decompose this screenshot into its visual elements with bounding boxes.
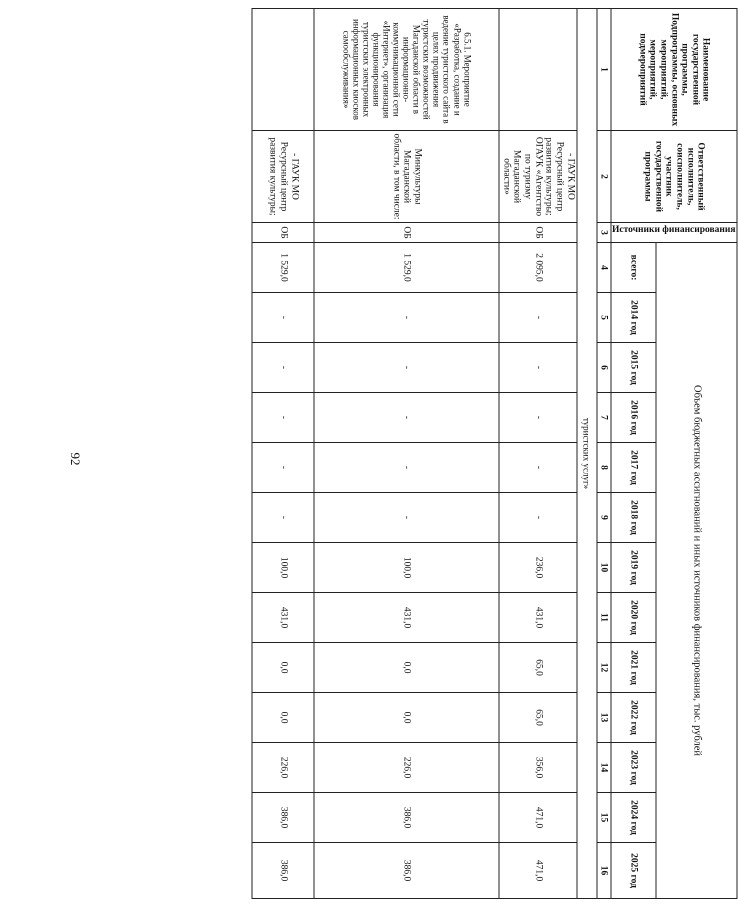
column-number: 3 xyxy=(597,223,611,243)
cell-executor: - ГАУК МО Ресурсный центр развития культуры; ОГАУК «Агентство по туризму Магаданской области» xyxy=(499,131,576,223)
cell-2022: 0,0 xyxy=(252,693,314,743)
header-year: 2016 год xyxy=(611,393,656,443)
column-number: 4 xyxy=(597,243,611,293)
cell-2017: - xyxy=(252,443,314,493)
header-funding-source-text: Источники финансирования xyxy=(612,225,736,235)
header-year: 2024 год xyxy=(611,793,656,843)
page-number: 92 xyxy=(68,452,83,466)
cell-2024: 386,0 xyxy=(252,793,314,843)
cell-2023: 356,0 xyxy=(499,743,576,793)
header-year: 2025 год xyxy=(611,843,656,899)
cell-2022: 65,0 xyxy=(499,693,576,743)
cell-2025: 386,0 xyxy=(252,843,314,899)
cell-2014: - xyxy=(314,293,499,343)
cell-2020: 431,0 xyxy=(314,593,499,643)
cell-total: 1 529,0 xyxy=(314,243,499,293)
cell-2025: 386,0 xyxy=(314,843,499,899)
table-row xyxy=(314,9,499,899)
column-number: 14 xyxy=(597,743,611,793)
column-number: 11 xyxy=(597,593,611,643)
cell-2017: - xyxy=(499,443,576,493)
cell-2014: - xyxy=(252,293,314,343)
cell-source: ОБ xyxy=(314,223,499,243)
cell-2021: 0,0 xyxy=(252,643,314,693)
cell-total: 1 529,0 xyxy=(252,243,314,293)
row-label-tourist-services: туристских услуг» xyxy=(577,9,597,899)
column-number: 9 xyxy=(597,493,611,543)
cell-2016: - xyxy=(499,393,576,443)
header-year: 2015 год xyxy=(611,343,656,393)
cell-program: 6.5.1. Мероприятие «Разработка, создание и ведение туристского сайта в целях продвижения туристских возможностей Магаданской области в информационно-коммуникационной сети «Интернет», организация функционирования туристских электронных информационных киосков самообслуживания» xyxy=(314,9,499,131)
column-number: 5 xyxy=(597,293,611,343)
header-executor: Ответственный исполнитель, соисполнитель, участник государственной программы xyxy=(611,131,737,223)
cell-2021: 65,0 xyxy=(499,643,576,693)
cell-2019: 100,0 xyxy=(314,543,499,593)
cell-2025: 471,0 xyxy=(499,843,576,899)
column-number: 13 xyxy=(597,693,611,743)
cell-2021: 0,0 xyxy=(314,643,499,693)
column-number-row xyxy=(597,9,611,899)
header-funding-volume: Объем бюджетных ассигнований и иных источников финансирования, тыс. рублей xyxy=(656,243,737,899)
cell-2018: - xyxy=(252,493,314,543)
cell-2015: - xyxy=(499,343,576,393)
cell-2014: - xyxy=(499,293,576,343)
cell-2018: - xyxy=(314,493,499,543)
column-number: 2 xyxy=(597,131,611,223)
cell-program xyxy=(252,9,314,131)
cell-2024: 471,0 xyxy=(499,793,576,843)
table-row xyxy=(577,9,597,899)
cell-2017: - xyxy=(314,443,499,493)
cell-2016: - xyxy=(314,393,499,443)
cell-2024: 386,0 xyxy=(314,793,499,843)
column-number: 8 xyxy=(597,443,611,493)
header-year: 2014 год xyxy=(611,293,656,343)
header-funding-source xyxy=(611,223,737,243)
column-number: 12 xyxy=(597,643,611,693)
header-year: 2017 год xyxy=(611,443,656,493)
budget-table-page xyxy=(267,8,738,898)
header-year: 2019 год xyxy=(611,543,656,593)
column-number: 10 xyxy=(597,543,611,593)
cell-2018: - xyxy=(499,493,576,543)
cell-2019: 100,0 xyxy=(252,543,314,593)
cell-2015: - xyxy=(314,343,499,393)
cell-source: ОБ xyxy=(499,223,576,243)
cell-2023: 226,0 xyxy=(314,743,499,793)
header-year: 2018 год xyxy=(611,493,656,543)
column-number: 6 xyxy=(597,343,611,393)
cell-2015: - xyxy=(252,343,314,393)
header-year: 2020 год xyxy=(611,593,656,643)
cell-total: 2 095,0 xyxy=(499,243,576,293)
header-total: всего: xyxy=(611,243,656,293)
column-number: 16 xyxy=(597,843,611,899)
budget-table xyxy=(252,8,738,899)
header-year: 2022 год xyxy=(611,693,656,743)
column-number: 15 xyxy=(597,793,611,843)
header-year: 2021 год xyxy=(611,643,656,693)
header-year: 2023 год xyxy=(611,743,656,793)
cell-2019: 236,0 xyxy=(499,543,576,593)
cell-program xyxy=(499,9,576,131)
cell-2023: 226,0 xyxy=(252,743,314,793)
cell-executor: - ГАУК МО Ресурсный центр развития культуры; xyxy=(252,131,314,223)
table-row xyxy=(499,9,576,899)
header-program-name: Наименование государственной программы, Подпрограммы, основных мероприятий, мероприятий, подмероприятий xyxy=(611,9,737,131)
column-number: 7 xyxy=(597,393,611,443)
cell-2022: 0,0 xyxy=(314,693,499,743)
cell-source: ОБ xyxy=(252,223,314,243)
cell-2020: 431,0 xyxy=(499,593,576,643)
column-number: 1 xyxy=(597,9,611,131)
cell-executor: Минкультуры Магаданской области, в том числе: xyxy=(314,131,499,223)
table-row xyxy=(252,9,314,899)
cell-2020: 431,0 xyxy=(252,593,314,643)
cell-2016: - xyxy=(252,393,314,443)
